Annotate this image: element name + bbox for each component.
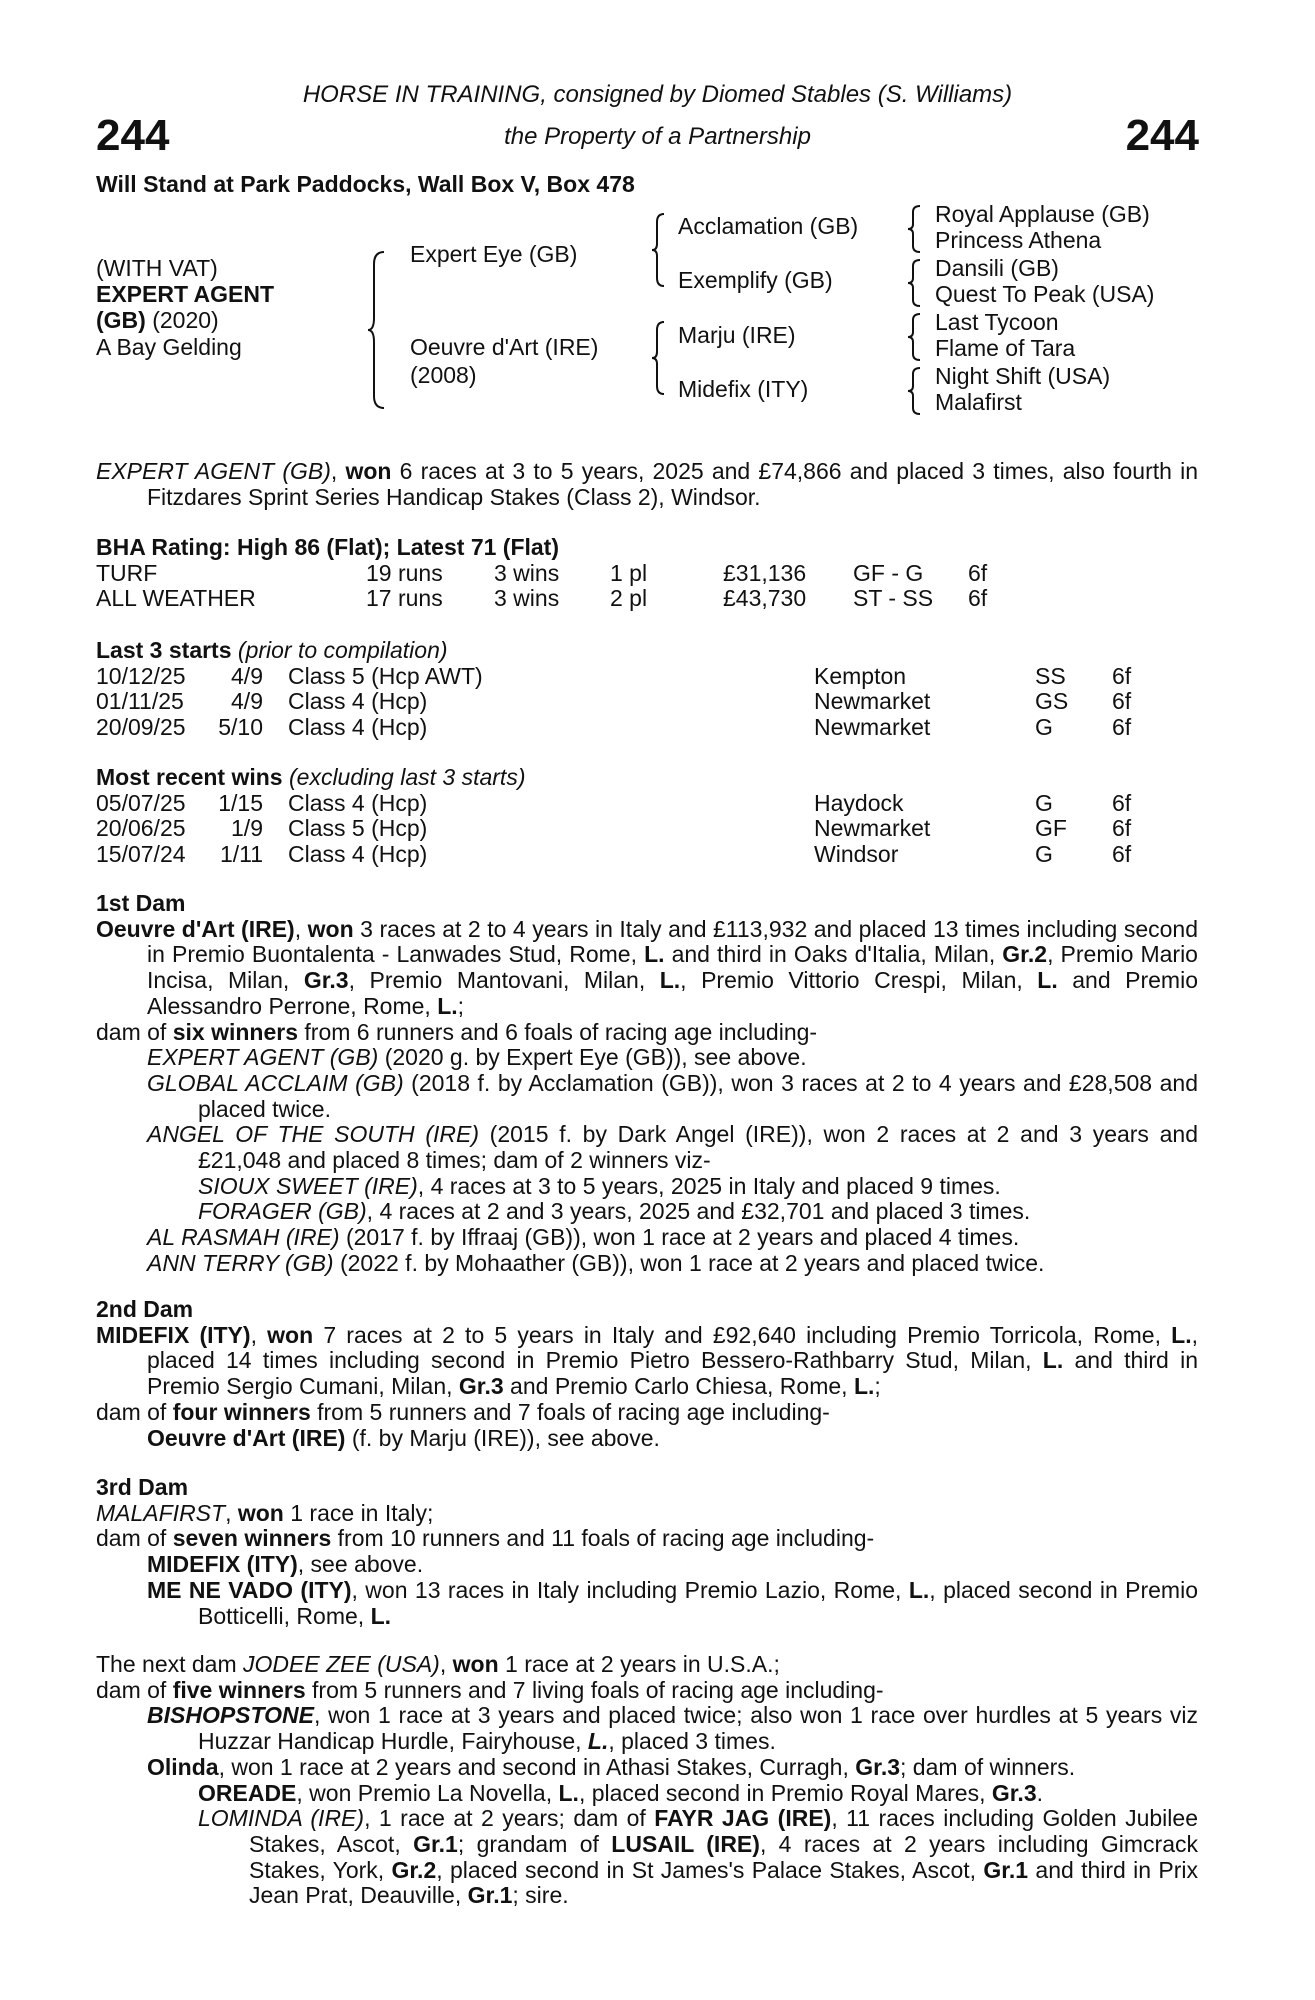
course: Newmarket — [814, 815, 931, 842]
text-run: EXPERT AGENT (GB) — [147, 1044, 379, 1071]
date: 01/11/25 — [96, 688, 184, 715]
paragraph — [96, 1781, 1198, 1807]
wins: 3 wins — [494, 559, 560, 586]
date: 20/06/25 — [96, 815, 186, 842]
catalogue-header: HORSE IN TRAINING, consigned by Diomed Stables (S. Williams) — [302, 81, 1013, 108]
text-run: L. — [853, 1373, 875, 1400]
text-run: 3 races at 2 to 4 years in Italy and £113,932 and placed 13 times including second in Premio Buontalenta - Lanwades Stud, Rome, — [147, 915, 1198, 968]
text-run: LOMINDA (IRE) — [198, 1805, 365, 1832]
paragraph — [96, 1225, 1198, 1251]
paragraph — [96, 1652, 1198, 1678]
dam-year: (2008) — [410, 362, 477, 388]
text-run: won — [345, 458, 392, 484]
paragraph — [96, 917, 1198, 1020]
text-run: EXPERT AGENT (GB) — [96, 458, 331, 484]
text-run: (2018 f. by Acclamation (GB)), won 3 races at 2 to 4 years and £28,508 and placed twice. — [198, 1069, 1198, 1122]
paragraph — [96, 1552, 1198, 1578]
second-dam-section — [96, 1297, 1198, 1451]
text-run: , placed 3 times. — [608, 1728, 776, 1755]
pedigree-gen3-item: Flame of Tara — [935, 335, 1076, 361]
race-class: Class 4 (Hcp) — [288, 714, 428, 741]
text-run: from 10 runners and 11 foals of racing age including- — [331, 1525, 875, 1552]
paragraph — [96, 1678, 1198, 1704]
text-run: dam of — [96, 1398, 173, 1425]
text-run: ; dam of winners. — [900, 1753, 1076, 1780]
text-run: Olinda — [147, 1753, 219, 1780]
vendor-line: the Property of a Partnership — [504, 123, 811, 150]
text-run: (2015 f. by Dark Angel (IRE)), won 2 races at 2 and 3 years and £21,048 and placed 8 times; dam of 2 winners viz- — [198, 1121, 1198, 1174]
horse-country-year — [96, 308, 219, 334]
surface: ALL WEATHER — [96, 585, 256, 612]
paragraph — [96, 1426, 1198, 1452]
pedigree-gen2-item: Acclamation (GB) — [678, 213, 859, 239]
text-run: JODEE ZEE (USA) — [243, 1651, 440, 1677]
surface: TURF — [96, 559, 158, 586]
text-run: FAYR JAG (IRE) — [654, 1805, 832, 1832]
third-dam-title: 3rd Dam — [96, 1474, 189, 1500]
text-run: , Premio Mario Incisa, Milan, — [147, 941, 1198, 994]
text-run: four winners — [172, 1398, 311, 1425]
text-run: FORAGER (GB) — [198, 1198, 367, 1225]
pedigree-gen3-item: Quest To Peak (USA) — [935, 281, 1155, 307]
text-run: L. — [587, 1728, 609, 1755]
lot-number-left: 244 — [96, 111, 170, 160]
text-run: L. — [558, 1779, 579, 1806]
text-run: , see above. — [297, 1551, 424, 1578]
distance: 6f — [1112, 662, 1132, 689]
text-run: won — [237, 1499, 284, 1526]
course: Newmarket — [814, 688, 931, 715]
text-run: , placed second in Premio Botticelli, Rome, — [198, 1576, 1198, 1629]
text-run: Oeuvre d'Art (IRE) — [96, 915, 295, 942]
text-run: , Premio Vittorio Crespi, Milan, — [680, 967, 1038, 994]
text-run: L. — [644, 941, 665, 968]
text-run: L. — [908, 1576, 930, 1603]
text-run: , won 1 race at 3 years and placed twice; also won 1 race over hurdles at 5 years viz Huzzar Handicap Hurdle, Fairyhouse, — [198, 1702, 1198, 1755]
text-run: MALAFIRST — [96, 1499, 226, 1526]
text-run: L. — [659, 967, 681, 994]
text-run: , — [439, 1651, 453, 1677]
text-run: BISHOPSTONE — [147, 1702, 314, 1729]
pedigree-gen2-item: Midefix (ITY) — [678, 376, 809, 402]
race-record-summary — [96, 459, 1198, 510]
position: 4/9 — [231, 688, 263, 715]
text-run: L. — [1171, 1321, 1192, 1348]
bha-rating-section — [96, 535, 1198, 612]
course: Haydock — [814, 789, 904, 816]
lot-number-right: 244 — [1125, 111, 1199, 160]
stand-location: Will Stand at Park Paddocks, Wall Box V, Box 478 — [96, 171, 635, 197]
pedigree-brace-sire-parents — [650, 212, 668, 288]
text-run: Gr.3 — [991, 1779, 1037, 1806]
text-run: six winners — [172, 1018, 298, 1045]
table-row — [96, 561, 1198, 587]
date: 10/12/25 — [96, 662, 186, 689]
text-run: ANGEL OF THE SOUTH (IRE) — [147, 1121, 479, 1148]
distance: 6f — [1112, 789, 1132, 816]
earnings: £43,730 — [723, 585, 807, 612]
text-run: seven winners — [172, 1525, 332, 1552]
paragraph — [96, 459, 1198, 510]
distance: 6f — [1112, 815, 1132, 842]
race-class: Class 5 (Hcp AWT) — [288, 662, 483, 689]
text-run: 6 races at 3 to 5 years, 2025 and £74,866 and placed 3 times, also fourth in Fitzdares Sprint Series Handicap Stakes (Class 2), Windsor. — [147, 458, 1198, 510]
text-run: , 4 races at 3 to 5 years, 2025 in Italy and placed 9 times. — [417, 1172, 1001, 1199]
pedigree-brace-sire-dam — [366, 250, 390, 410]
text-run: ANN TERRY (GB) — [147, 1249, 334, 1276]
text-run: dam of — [96, 1018, 173, 1045]
recent-note: (excluding last 3 starts) — [282, 764, 526, 790]
text-run: , 11 races including Golden Jubilee Stakes, Ascot, — [249, 1805, 1198, 1857]
position: 1/11 — [219, 841, 263, 868]
text-run: won — [267, 1321, 314, 1348]
paragraph — [96, 1071, 1198, 1122]
text-run: Gr.1 — [983, 1856, 1029, 1883]
text-run: , — [250, 1321, 268, 1348]
table-row — [96, 689, 1198, 715]
going: GS — [1035, 688, 1069, 715]
text-run: MIDEFIX (ITY) — [96, 1321, 251, 1348]
sire: Expert Eye (GB) — [410, 241, 578, 267]
text-run: , placed second in Premio Royal Mares, — [578, 1779, 992, 1806]
text-run: , — [294, 915, 308, 942]
text-run: , Premio Mantovani, Milan, — [348, 967, 660, 994]
paragraph — [96, 1806, 1198, 1909]
text-run: Gr.1 — [467, 1882, 513, 1909]
text-run: won — [452, 1651, 499, 1677]
text-run: ; sire. — [512, 1882, 569, 1909]
table-row — [96, 586, 1198, 612]
going: G — [1035, 841, 1053, 868]
runs: 17 runs — [366, 585, 443, 612]
position: 4/9 — [231, 662, 263, 689]
runs: 19 runs — [366, 559, 443, 586]
paragraph — [96, 1400, 1198, 1426]
going-range: ST - SS — [853, 585, 934, 612]
going-range: GF - G — [853, 559, 924, 586]
text-run: , placed 14 times including second in Premio Pietro Bessero-Rathbarry Stud, Milan, — [147, 1321, 1198, 1374]
text-run: and third in Oaks d'Italia, Milan, — [664, 941, 1003, 968]
placed: 1 pl — [610, 559, 648, 586]
date: 05/07/25 — [96, 789, 186, 816]
text-run: , 1 race at 2 years; dam of — [364, 1805, 655, 1832]
text-run: L. — [1037, 967, 1058, 994]
text-run: The next dam — [96, 1651, 244, 1677]
pedigree-brace-gen3 — [906, 258, 924, 308]
third-dam-section — [96, 1475, 1198, 1629]
last3-note: (prior to compilation) — [231, 637, 448, 663]
text-run: and third in Prix Jean Prat, Deauville, — [249, 1856, 1198, 1909]
text-run: 7 races at 2 to 5 years in Italy and £92,640 including Premio Torricola, Rome, — [313, 1321, 1172, 1348]
text-run: , 4 races at 2 and 3 years, 2025 and £32,701 and placed 3 times. — [366, 1198, 1031, 1225]
placed: 2 pl — [610, 585, 648, 612]
paragraph — [96, 1199, 1198, 1225]
paragraph — [96, 1251, 1198, 1277]
text-run: Gr.2 — [1002, 941, 1048, 968]
text-run: LUSAIL (IRE) — [611, 1830, 760, 1857]
race-class: Class 4 (Hcp) — [288, 841, 428, 868]
course: Windsor — [814, 841, 899, 868]
paragraph — [96, 1122, 1198, 1173]
text-run: (f. by Marju (IRE)), see above. — [345, 1424, 660, 1451]
paragraph — [96, 1020, 1198, 1046]
text-run: ; — [874, 1373, 881, 1400]
horse-description: A Bay Gelding — [96, 334, 242, 360]
table-row — [96, 715, 1198, 741]
text-run: , — [225, 1499, 238, 1526]
paragraph — [96, 1755, 1198, 1781]
going: GF — [1035, 815, 1067, 842]
pedigree-gen3-item: Dansili (GB) — [935, 255, 1059, 281]
first-dam-title: 1st Dam — [96, 890, 186, 916]
going: SS — [1035, 662, 1066, 689]
text-run: 1 race at 2 years in U.S.A.; — [498, 1651, 780, 1677]
horse-name: EXPERT AGENT — [96, 281, 275, 307]
distance: 6f — [1112, 688, 1132, 715]
text-run: dam of — [96, 1525, 173, 1552]
text-run: Gr.3 — [458, 1373, 504, 1400]
pedigree-brace-gen3 — [906, 366, 924, 416]
text-run: Gr.3 — [855, 1753, 901, 1780]
text-run: ; grandam of — [457, 1830, 612, 1857]
text-run: , — [330, 458, 346, 484]
text-run: MIDEFIX (ITY) — [147, 1551, 298, 1578]
first-dam-section — [96, 891, 1198, 1277]
pedigree-gen3-item: Royal Applause (GB) — [935, 201, 1150, 227]
text-run: , placed second in St James's Palace Stakes, Ascot, — [436, 1856, 984, 1883]
table-row — [96, 816, 1198, 842]
going: G — [1035, 789, 1053, 816]
recent-wins-section — [96, 765, 1198, 868]
race-class: Class 4 (Hcp) — [288, 789, 428, 816]
vat-note: (WITH VAT) — [96, 255, 218, 281]
text-run: GLOBAL ACCLAIM (GB) — [147, 1069, 404, 1096]
text-run: AL RASMAH (IRE) — [147, 1224, 340, 1251]
text-run: L. — [1042, 1347, 1064, 1374]
distance: 6f — [1112, 714, 1132, 741]
text-run: from 6 runners and 6 foals of racing age including- — [298, 1018, 818, 1045]
text-run: , won Premio La Novella, — [296, 1779, 559, 1806]
dam: Oeuvre d'Art (IRE) — [410, 334, 599, 360]
recent-title: Most recent wins — [96, 764, 283, 790]
next-dam-section — [96, 1652, 1198, 1909]
pedigree-brace-dam-parents — [650, 320, 668, 396]
text-run: 1 race in Italy; — [283, 1499, 434, 1526]
pedigree-gen3-item: Malafirst — [935, 389, 1022, 415]
pedigree-gen3-item: Last Tycoon — [935, 309, 1059, 335]
text-run: dam of — [96, 1676, 173, 1703]
paragraph — [96, 1526, 1198, 1552]
horse-country: (GB) — [96, 307, 146, 333]
distance: 6f — [1112, 841, 1132, 868]
text-run: and third in Premio Sergio Cumani, Milan, — [147, 1347, 1198, 1400]
distance: 6f — [968, 585, 988, 612]
text-run: OREADE — [198, 1779, 297, 1806]
text-run: and Premio Alessandro Perrone, Rome, — [147, 967, 1198, 1019]
text-run: , 4 races at 2 years including Gimcrack Stakes, York, — [249, 1830, 1198, 1883]
race-class: Class 5 (Hcp) — [288, 815, 428, 842]
paragraph — [96, 1045, 1198, 1071]
table-row — [96, 664, 1198, 690]
text-run: L. — [437, 992, 458, 1019]
text-run: ME NE VADO (ITY) — [147, 1576, 352, 1603]
course: Kempton — [814, 662, 907, 689]
text-run: from 5 runners and 7 foals of racing age including- — [310, 1398, 830, 1425]
position: 1/15 — [218, 789, 263, 816]
course: Newmarket — [814, 714, 931, 741]
text-run: won — [307, 915, 354, 942]
text-run: (2017 f. by Iffraaj (GB)), won 1 race at 2 years and placed 4 times. — [339, 1224, 1020, 1251]
horse-year: (2020) — [145, 307, 219, 333]
text-run: from 5 runners and 7 living foals of racing age including- — [305, 1676, 884, 1703]
text-run: and Premio Carlo Chiesa, Rome, — [503, 1373, 854, 1400]
pedigree-gen3-item: Night Shift (USA) — [935, 363, 1111, 389]
paragraph — [96, 1703, 1198, 1754]
date: 15/07/24 — [96, 841, 186, 868]
text-run: SIOUX SWEET (IRE) — [198, 1172, 418, 1199]
date: 20/09/25 — [96, 714, 186, 741]
text-run: ; — [457, 992, 465, 1019]
text-run: L. — [370, 1602, 392, 1629]
text-run: (2020 g. by Expert Eye (GB)), see above. — [378, 1044, 807, 1071]
last3-title: Last 3 starts — [96, 637, 232, 663]
position: 1/9 — [231, 815, 263, 842]
table-row — [96, 842, 1198, 868]
text-run: , won 13 races in Italy including Premio Lazio, Rome, — [351, 1576, 909, 1603]
text-run: , won 1 race at 2 years and second in Athasi Stakes, Curragh, — [218, 1753, 856, 1780]
earnings: £31,136 — [723, 559, 807, 586]
paragraph — [96, 1323, 1198, 1400]
bha-rating-title: BHA Rating: High 86 (Flat); Latest 71 (Flat) — [96, 534, 559, 560]
second-dam-title: 2nd Dam — [96, 1296, 194, 1322]
pedigree-brace-gen3 — [906, 204, 924, 254]
race-class: Class 4 (Hcp) — [288, 688, 428, 715]
wins: 3 wins — [494, 585, 560, 612]
text-run: (2022 f. by Mohaather (GB)), won 1 race at 2 years and placed twice. — [333, 1249, 1045, 1276]
table-row — [96, 791, 1198, 817]
text-run: five winners — [172, 1676, 306, 1703]
text-run: Gr.3 — [303, 967, 349, 994]
paragraph — [96, 1174, 1198, 1200]
paragraph — [96, 1501, 1198, 1527]
pedigree-brace-gen3 — [906, 312, 924, 362]
pedigree-gen3-item: Princess Athena — [935, 227, 1102, 253]
paragraph — [96, 1578, 1198, 1629]
position: 5/10 — [218, 714, 263, 741]
last-3-starts-section — [96, 638, 1198, 741]
text-run: . — [1036, 1779, 1044, 1806]
text-run: Gr.2 — [391, 1856, 437, 1883]
text-run: Oeuvre d'Art (IRE) — [147, 1424, 346, 1451]
distance: 6f — [968, 559, 988, 586]
text-run: Gr.1 — [413, 1830, 458, 1857]
pedigree-gen2-item: Marju (IRE) — [678, 322, 796, 348]
going: G — [1035, 714, 1053, 741]
pedigree-gen2-item: Exemplify (GB) — [678, 267, 833, 293]
